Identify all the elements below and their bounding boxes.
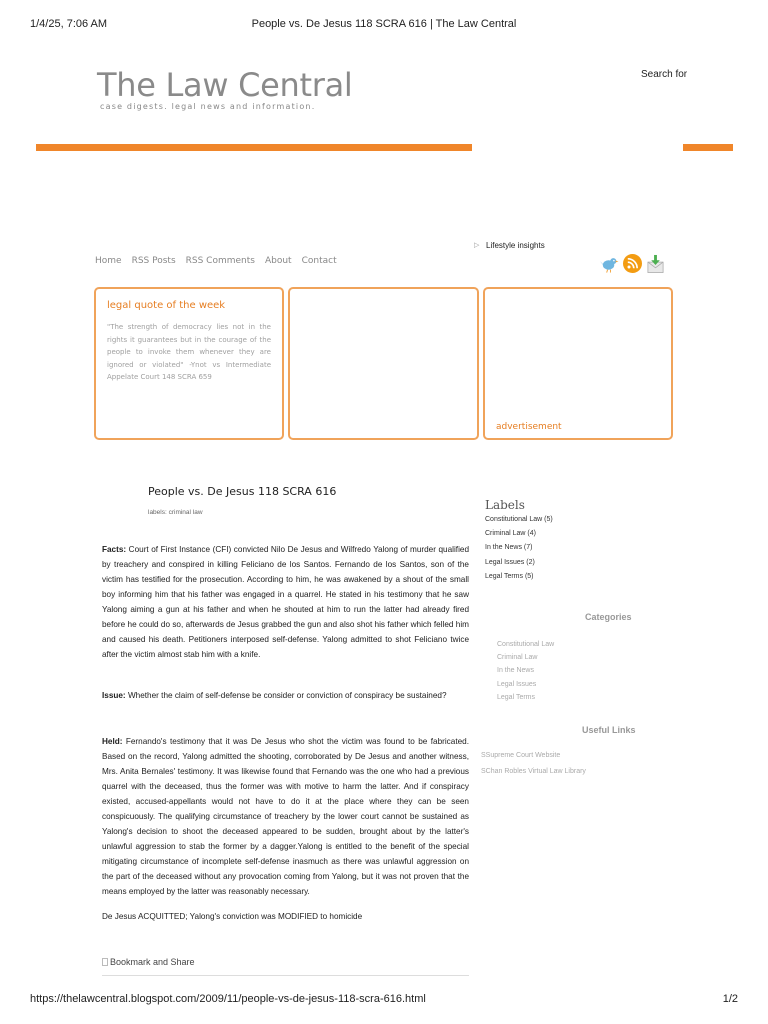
- sidebar-link-item[interactable]: SSupreme Court Website: [481, 752, 561, 759]
- post-issue: [102, 688, 469, 703]
- bookmark-share-button[interactable]: [102, 957, 195, 967]
- sidebar-label-item[interactable]: In the News (7): [485, 544, 533, 552]
- nav-item-about[interactable]: About: [264, 256, 292, 266]
- quote-box: [94, 287, 284, 440]
- sidebar-category-item[interactable]: Criminal Law: [497, 654, 538, 662]
- post-facts: [102, 542, 469, 662]
- held-label: Held:: [102, 737, 123, 746]
- sidebar-label-item[interactable]: Legal Terms (5): [485, 572, 534, 580]
- site-title[interactable]: The Law Central: [97, 66, 353, 104]
- issue-label: Issue:: [102, 691, 126, 700]
- search-label: Search for: [641, 69, 688, 80]
- header-accent-bar-left: [36, 144, 472, 151]
- nav-item-rss-comments[interactable]: RSS Comments: [185, 256, 255, 266]
- quote-text: "The strength of democracy lies not in the rights it guarantees but in the courage of the people to invoke them whenever they are ignored or violated" -Ynot vs Intermediate Appelate Court 148 SCRA 659: [107, 323, 271, 381]
- nav-item-rss-posts[interactable]: RSS Posts: [131, 256, 176, 266]
- header-accent-bar-right: [683, 144, 733, 151]
- sidebar-category-item[interactable]: Legal Issues: [497, 680, 537, 688]
- site-tagline: case digests. legal news and information.: [100, 102, 316, 111]
- held-text: Fernando's testimony that it was De Jesus who shot the victim was found to be fabricated. Based on the record, Yalong admitted the shooting, corroborated by De Jesus and another witness, Mrs. Anita Bernales' testimony. It was likewise found that Fernando was the one who had a previous quarrel with the deceased, thus the former was with motive to harm the latter. And if conspiracy existed, accused-appellants would not have to do it at the place where they can be seen conspicuously. The qualifying circumstance of treachery by the lower court cannot be sustained as Yalong's decision to shoot the deceased appeared to be sudden, brought about by the latter's unlawful aggression to stab the former by a dagger.Yalong is entitled to the benefit of the special mitigating circumstance of incomplete self-defense inasmuch as there was unlawful aggression on the part of the deceased without any provocation coming from Yalong, but it was not proven that the means employed by the latter was reasonably necessary.: [102, 737, 469, 896]
- nav-item-home[interactable]: Home: [95, 256, 122, 266]
- sidebar-category-item[interactable]: In the News: [497, 667, 534, 675]
- print-url: https://thelawcentral.blogspot.com/2009/11/people-vs-de-jesus-118-scra-616.html: [30, 993, 426, 1005]
- main-nav: [95, 256, 337, 268]
- post-labels[interactable]: labels: criminal law: [148, 509, 203, 516]
- sidebar-links-list: [481, 748, 586, 779]
- sidebar-label-item[interactable]: Criminal Law (4): [485, 530, 536, 538]
- sidebar-labels-list: [485, 513, 553, 584]
- facts-text: Court of First Instance (CFI) convicted Nilo De Jesus and Wilfredo Yalong of murder qualified by treachery and conspired in killing Feliciano de los Santos. Fernando de los Santos, son of the victim has testified for the prosecution. According to him, he was awakened by a shout of the small boy informing him that his father was engaged in a quarrel. He stated in his testimony that he saw Yalong aiming a gun at his father and when he shouted at him to run the latter had already fired before he could do so, afterwards de Jesus grabbed the gun and also shot his father which felled him and caused his death. Petitioners interposed self-defense. Yalong admitted to shot Feliciano twice after the victim almost stab him with a knife.: [102, 545, 469, 659]
- ad-choices-icon[interactable]: ▷: [474, 242, 480, 249]
- print-datetime: 1/4/25, 7:06 AM: [30, 18, 108, 30]
- advertisement-label: advertisement: [496, 422, 562, 432]
- sidebar-link-item[interactable]: SChan Robles Virtual Law Library: [481, 767, 586, 775]
- post-held: [102, 734, 469, 899]
- email-download-icon[interactable]: [646, 254, 665, 273]
- post-divider: [102, 975, 469, 976]
- rss-icon[interactable]: [623, 254, 642, 273]
- post-title[interactable]: People vs. De Jesus 118 SCRA 616: [148, 485, 337, 498]
- sidebar-categories-title: Categories: [585, 612, 632, 622]
- sidebar-label-item[interactable]: Constitutional Law (5): [485, 516, 553, 523]
- facts-label: Facts:: [102, 545, 127, 554]
- advertisement-box: [483, 287, 673, 440]
- nav-item-contact[interactable]: Contact: [301, 256, 337, 266]
- social-icons: [600, 254, 665, 273]
- print-page-title: People vs. De Jesus 118 SCRA 616 | The Law Central: [251, 18, 517, 30]
- post-verdict: De Jesus ACQUITTED; Yalong's conviction was MODIFIED to homicide: [102, 912, 363, 921]
- print-footer: [30, 993, 738, 1009]
- bookmark-share-alt: Bookmark and Share: [110, 957, 195, 967]
- broken-image-icon: [102, 958, 108, 966]
- twitter-bird-icon[interactable]: [600, 254, 619, 273]
- sidebar-label-item[interactable]: Legal Issues (2): [485, 558, 535, 566]
- empty-feature-box: [288, 287, 479, 440]
- issue-text: Whether the claim of self-defense be consider or conviction of conspiracy be sustained?: [125, 691, 447, 700]
- sidebar-labels-title: Labels: [485, 498, 525, 512]
- print-header: [30, 18, 738, 34]
- quote-box-title: legal quote of the week: [107, 300, 226, 311]
- ad-link[interactable]: Lifestyle insights: [486, 241, 545, 250]
- sidebar-category-item[interactable]: Constitutional Law: [497, 641, 555, 648]
- sidebar-category-item[interactable]: Legal Terms: [497, 693, 536, 701]
- print-page-count: 1/2: [722, 993, 738, 1005]
- sidebar-links-title: Useful Links: [582, 725, 636, 735]
- sidebar-categories-list: [497, 638, 554, 704]
